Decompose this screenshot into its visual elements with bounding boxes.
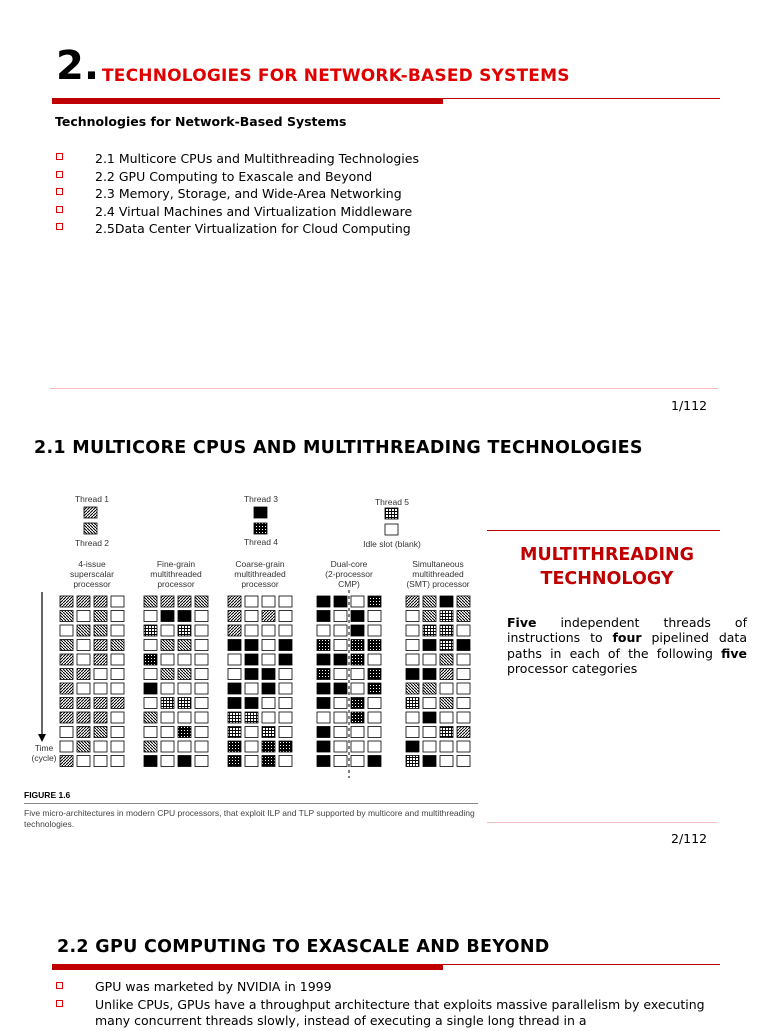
issue-slot-cell [195, 596, 208, 607]
issue-slot-cell [178, 712, 191, 723]
issue-slot-cell [228, 698, 241, 709]
issue-slot-cell [161, 669, 174, 680]
issue-slot-cell [457, 683, 470, 694]
issue-slot-cell [423, 611, 436, 622]
issue-slot-cell [423, 640, 436, 651]
issue-slot-cell [77, 698, 90, 709]
issue-slot-cell [334, 625, 347, 636]
issue-slot-cell [262, 712, 275, 723]
title-underline-thick [52, 964, 443, 970]
issue-slot-cell [317, 712, 330, 723]
issue-slot-cell [262, 683, 275, 694]
issue-slot-cell [161, 640, 174, 651]
issue-slot-cell [279, 640, 292, 651]
issue-slot-cell [144, 756, 157, 767]
issue-slot-cell [111, 625, 124, 636]
legend-swatch-thread4 [254, 523, 267, 534]
issue-slot-cell [77, 712, 90, 723]
issue-slot-cell [368, 625, 381, 636]
issue-slot-cell [423, 698, 436, 709]
issue-slot-cell [279, 596, 292, 607]
issue-slot-cell [178, 669, 191, 680]
issue-slot-cell [457, 698, 470, 709]
legend-thread3-label: Thread 3 [243, 494, 279, 504]
issue-slot-cell [406, 640, 419, 651]
issue-slot-cell [245, 698, 258, 709]
column-header: Fine-grain multithreaded processor [150, 559, 202, 589]
issue-slot-cell [440, 625, 453, 636]
issue-slot-cell [317, 756, 330, 767]
issue-slot-cell [423, 596, 436, 607]
issue-slot-cell [60, 683, 73, 694]
issue-slot-cell [111, 669, 124, 680]
issue-slot-cell [111, 698, 124, 709]
issue-slot-cell [262, 611, 275, 622]
issue-slot-cell [195, 712, 208, 723]
issue-slot-cell [94, 756, 107, 767]
issue-slot-cell [178, 625, 191, 636]
issue-slot-cell [317, 640, 330, 651]
issue-slot-cell [178, 698, 191, 709]
issue-slot-cell [144, 654, 157, 665]
issue-slot-cell [178, 654, 191, 665]
issue-slot-cell [60, 712, 73, 723]
issue-slot-cell [334, 741, 347, 752]
issue-slot-cell [351, 683, 364, 694]
list-item: 2.1 Multicore CPUs and Multithreading Technologies [55, 150, 419, 168]
issue-slot-cell [351, 654, 364, 665]
issue-slot-cell [178, 756, 191, 767]
issue-slot-cell [423, 669, 436, 680]
square-bullet-icon [56, 171, 63, 178]
issue-slot-cell [279, 698, 292, 709]
issue-slot-cell [406, 654, 419, 665]
issue-slot-cell [111, 611, 124, 622]
issue-slot-cell [334, 596, 347, 607]
issue-slot-cell [440, 596, 453, 607]
issue-slot-cell [161, 596, 174, 607]
issue-slot-cell [457, 625, 470, 636]
issue-slot-cell [368, 654, 381, 665]
issue-slot-cell [228, 756, 241, 767]
issue-slot-cell [195, 741, 208, 752]
issue-slot-cell [279, 727, 292, 738]
issue-slot-cell [144, 640, 157, 651]
issue-slot-cell [440, 654, 453, 665]
issue-slot-cell [457, 654, 470, 665]
issue-slot-cell [94, 611, 107, 622]
issue-slot-cell [440, 611, 453, 622]
chapter-title: TECHNOLOGIES FOR NETWORK-BASED SYSTEMS [102, 66, 570, 86]
issue-slot-cell [178, 596, 191, 607]
issue-slot-cell [144, 611, 157, 622]
issue-slot-cell [440, 741, 453, 752]
issue-slot-cell [144, 727, 157, 738]
square-bullet-icon [56, 153, 63, 160]
issue-slot-cell [60, 741, 73, 752]
issue-slot-cell [440, 640, 453, 651]
issue-slot-cell [77, 727, 90, 738]
issue-slot-cell [195, 640, 208, 651]
column-header: Simultaneous multithreaded (SMT) processor [406, 559, 470, 589]
issue-slot-cell [279, 741, 292, 752]
issue-slot-cell [351, 625, 364, 636]
issue-slot-cell [262, 625, 275, 636]
issue-slot-cell [228, 596, 241, 607]
issue-slot-cell [368, 611, 381, 622]
issue-slot-cell [228, 683, 241, 694]
issue-slot-cell [161, 654, 174, 665]
issue-slot-cell [245, 596, 258, 607]
issue-slot-cell [195, 698, 208, 709]
issue-slot-cell [111, 756, 124, 767]
issue-slot-cell [161, 756, 174, 767]
issue-slot-cell [351, 611, 364, 622]
issue-slot-cell [60, 596, 73, 607]
issue-slot-cell [195, 611, 208, 622]
issue-slot-cell [368, 698, 381, 709]
issue-slot-cell [368, 741, 381, 752]
issue-slot-cell [368, 640, 381, 651]
legend-thread5-label: Thread 5 [374, 497, 410, 507]
issue-slot-cell [262, 756, 275, 767]
title-underline-thin [443, 98, 720, 99]
issue-slot-cell [60, 727, 73, 738]
issue-slot-cell [440, 683, 453, 694]
issue-slot-cell [351, 640, 364, 651]
issue-slot-cell [334, 727, 347, 738]
issue-slot-cell [334, 611, 347, 622]
issue-slot-cell [423, 654, 436, 665]
issue-slot-cell [351, 756, 364, 767]
issue-slot-cell [228, 654, 241, 665]
issue-slot-cell [245, 669, 258, 680]
bullet-list [55, 979, 725, 1031]
issue-slot-cell [245, 727, 258, 738]
issue-slot-cell [440, 756, 453, 767]
issue-slot-cell [228, 741, 241, 752]
list-item: 2.2 GPU Computing to Exascale and Beyond [55, 168, 419, 186]
issue-slot-cell [161, 741, 174, 752]
issue-slot-cell [406, 669, 419, 680]
issue-slot-cell [228, 611, 241, 622]
issue-slot-cell [161, 727, 174, 738]
issue-slot-cell [94, 712, 107, 723]
legend-swatch-idle [385, 524, 398, 535]
issue-slot-cell [77, 669, 90, 680]
issue-slot-cell [111, 727, 124, 738]
issue-slot-cell [245, 611, 258, 622]
panel-text: Five independent threads of instructions to four pipelined data paths in each of the following five processor categories [507, 615, 747, 677]
issue-slot-cell [262, 698, 275, 709]
issue-slot-cell [161, 712, 174, 723]
page-number: 1/112 [671, 398, 708, 413]
issue-slot-cell [279, 669, 292, 680]
issue-slot-cell [368, 669, 381, 680]
issue-slot-cell [457, 611, 470, 622]
issue-slot-cell [94, 698, 107, 709]
issue-slot-cell [279, 712, 292, 723]
issue-slot-cell [457, 596, 470, 607]
issue-slot-cell [178, 741, 191, 752]
legend-thread4-label: Thread 4 [243, 537, 279, 547]
list-item: GPU was marketed by NVIDIA in 1999 [55, 979, 725, 996]
issue-slot-cell [228, 727, 241, 738]
issue-slot-cell [111, 596, 124, 607]
issue-slot-cell [351, 669, 364, 680]
issue-slot-cell [457, 669, 470, 680]
issue-slot-cell [178, 727, 191, 738]
legend-swatch-thread5 [385, 508, 398, 519]
issue-slot-cell [161, 683, 174, 694]
issue-slot-cell [144, 596, 157, 607]
issue-slot-cell [195, 654, 208, 665]
issue-slot-cell [368, 596, 381, 607]
issue-slot-cell [423, 683, 436, 694]
issue-slot-cell [77, 756, 90, 767]
issue-slot-cell [457, 756, 470, 767]
issue-slot-cell [228, 640, 241, 651]
title-underline-thin [443, 964, 720, 965]
issue-slot-cell [228, 669, 241, 680]
issue-slot-cell [77, 611, 90, 622]
issue-slot-cell [279, 611, 292, 622]
issue-slot-cell [334, 683, 347, 694]
topic-list [55, 150, 419, 238]
issue-slot-cell [228, 712, 241, 723]
list-item: 2.4 Virtual Machines and Virtualization Middleware [55, 203, 419, 221]
issue-slot-cell [111, 640, 124, 651]
issue-slot-cell [144, 712, 157, 723]
issue-slot-cell [94, 683, 107, 694]
issue-slot-cell [60, 698, 73, 709]
issue-slot-cell [262, 727, 275, 738]
issue-slot-cell [94, 741, 107, 752]
issue-slot-cell [262, 669, 275, 680]
issue-slot-cell [334, 654, 347, 665]
issue-slot-cell [317, 683, 330, 694]
issue-slot-cell [94, 727, 107, 738]
issue-slot-cell [406, 712, 419, 723]
issue-slot-cell [440, 712, 453, 723]
slide-title: 2.2 GPU COMPUTING TO EXASCALE AND BEYOND [57, 937, 550, 957]
title-underline-thick [52, 98, 443, 104]
issue-slot-cell [161, 611, 174, 622]
issue-slot-cell [144, 741, 157, 752]
issue-slot-cell [60, 640, 73, 651]
issue-slot-cell [406, 596, 419, 607]
issue-slot-cell [334, 669, 347, 680]
slide-subtitle: Technologies for Network-Based Systems [55, 114, 347, 129]
issue-slot-cell [351, 698, 364, 709]
issue-slot-cell [94, 596, 107, 607]
issue-slot-cell [245, 654, 258, 665]
issue-slot-cell [94, 654, 107, 665]
legend-swatch-thread3 [254, 507, 267, 518]
issue-slot-cell [406, 683, 419, 694]
caption-divider [24, 803, 478, 804]
issue-slot-cell [228, 625, 241, 636]
issue-slot-cell [262, 596, 275, 607]
issue-slot-cell [262, 741, 275, 752]
chapter-number: 2. [56, 43, 100, 89]
issue-slot-cell [161, 625, 174, 636]
time-arrowhead-icon [38, 734, 46, 742]
figure-caption: Five micro-architectures in modern CPU processors, that exploit ILP and TLP supported by multicore and multithreading technologies. [24, 808, 475, 829]
issue-slot-cell [406, 611, 419, 622]
issue-slot-cell [161, 698, 174, 709]
issue-slot-cell [317, 727, 330, 738]
panel-title: MULTITHREADING TECHNOLOGY [520, 545, 694, 589]
issue-slot-cell [440, 698, 453, 709]
issue-slot-cell [317, 654, 330, 665]
issue-slot-cell [368, 756, 381, 767]
issue-slot-cell [440, 669, 453, 680]
issue-slot-cell [77, 741, 90, 752]
issue-slot-cell [111, 683, 124, 694]
issue-slot-cell [334, 712, 347, 723]
issue-slot-cell [195, 625, 208, 636]
issue-slot-cell [77, 596, 90, 607]
issue-slot-cell [368, 712, 381, 723]
issue-slot-cell [77, 654, 90, 665]
issue-slot-cell [60, 654, 73, 665]
issue-slot-cell [457, 640, 470, 651]
issue-slot-cell [245, 683, 258, 694]
issue-slot-cell [351, 727, 364, 738]
issue-slot-cell [368, 683, 381, 694]
issue-slot-cell [195, 756, 208, 767]
square-bullet-icon [56, 982, 63, 989]
issue-slot-cell [351, 741, 364, 752]
issue-slot-cell [279, 654, 292, 665]
list-item: 2.5Data Center Virtualization for Cloud Computing [55, 220, 419, 238]
issue-slot-cell [457, 712, 470, 723]
column-header: 4-issue superscalar processor [70, 559, 114, 589]
issue-slot-cell [351, 596, 364, 607]
square-bullet-icon [56, 206, 63, 213]
issue-slot-cell [111, 741, 124, 752]
issue-slot-cell [60, 669, 73, 680]
issue-slot-cell [423, 756, 436, 767]
issue-slot-cell [423, 727, 436, 738]
issue-slot-cell [406, 625, 419, 636]
issue-slot-cell [178, 640, 191, 651]
slide-footer-divider [487, 822, 717, 823]
issue-slot-cell [144, 698, 157, 709]
issue-slot-cell [77, 683, 90, 694]
issue-slot-cell [195, 683, 208, 694]
issue-slot-cell [77, 640, 90, 651]
issue-slot-cell [457, 741, 470, 752]
issue-slot-cell [279, 683, 292, 694]
issue-slot-cell [334, 698, 347, 709]
issue-slot-cell [144, 625, 157, 636]
legend-swatch-thread1 [84, 507, 97, 518]
issue-slot-cell [317, 698, 330, 709]
time-axis-label: Time (cycle) [31, 743, 57, 763]
legend-thread1-label: Thread 1 [74, 494, 110, 504]
issue-slot-cell [423, 625, 436, 636]
issue-slot-cell [60, 756, 73, 767]
issue-slot-cell [245, 741, 258, 752]
issue-slot-cell [317, 741, 330, 752]
issue-slot-cell [279, 756, 292, 767]
issue-slot-cell [406, 698, 419, 709]
issue-slot-cell [423, 712, 436, 723]
column-header: Coarse-grain multithreaded processor [234, 559, 286, 589]
legend-idle-label: Idle slot (blank) [363, 539, 421, 549]
issue-slot-cell [178, 683, 191, 694]
issue-slot-cell [94, 625, 107, 636]
issue-slot-cell [351, 712, 364, 723]
panel-top-rule [487, 530, 720, 531]
issue-slot-cell [334, 640, 347, 651]
square-bullet-icon [56, 188, 63, 195]
legend-thread2-label: Thread 2 [74, 538, 110, 548]
issue-slot-cell [60, 611, 73, 622]
issue-slot-cell [245, 640, 258, 651]
issue-slot-cell [440, 727, 453, 738]
issue-slot-cell [334, 756, 347, 767]
issue-slot-cell [111, 712, 124, 723]
issue-slot-cell [423, 741, 436, 752]
issue-slot-cell [317, 625, 330, 636]
issue-slot-cell [94, 640, 107, 651]
issue-slot-cell [406, 756, 419, 767]
legend-swatch-thread2 [84, 523, 97, 534]
slide-footer-divider [50, 388, 718, 389]
issue-slot-cell [94, 669, 107, 680]
issue-slot-cell [279, 625, 292, 636]
issue-slot-cell [178, 611, 191, 622]
square-bullet-icon [56, 223, 63, 230]
issue-slot-cell [317, 669, 330, 680]
issue-slot-cell [60, 625, 73, 636]
list-item: Unlike CPUs, GPUs have a throughput architecture that exploits massive parallelism by executing many concurrent threads slowly, instead of executing a single long thread in a [55, 997, 725, 1030]
issue-slot-cell [368, 727, 381, 738]
issue-slot-cell [144, 669, 157, 680]
figure-label: FIGURE 1.6 [24, 790, 71, 800]
page-number: 2/112 [671, 831, 708, 846]
column-header: Dual-core (2-processor CMP) [325, 559, 373, 589]
issue-slot-cell [144, 683, 157, 694]
issue-slot-cell [245, 756, 258, 767]
issue-slot-cell [111, 654, 124, 665]
issue-slot-cell [195, 727, 208, 738]
issue-slot-cell [195, 669, 208, 680]
issue-slot-cell [245, 625, 258, 636]
issue-slot-cell [262, 640, 275, 651]
issue-slot-cell [457, 727, 470, 738]
list-item: 2.3 Memory, Storage, and Wide-Area Networking [55, 185, 419, 203]
issue-slot-cell [406, 741, 419, 752]
issue-slot-cell [262, 654, 275, 665]
square-bullet-icon [56, 1000, 63, 1007]
slide-title: 2.1 MULTICORE CPUS AND MULTITHREADING TECHNOLOGIES [34, 438, 643, 458]
issue-slot-cell [317, 611, 330, 622]
issue-slot-cell [245, 712, 258, 723]
issue-slot-cell [77, 625, 90, 636]
issue-slot-cell [317, 596, 330, 607]
issue-slot-cell [406, 727, 419, 738]
